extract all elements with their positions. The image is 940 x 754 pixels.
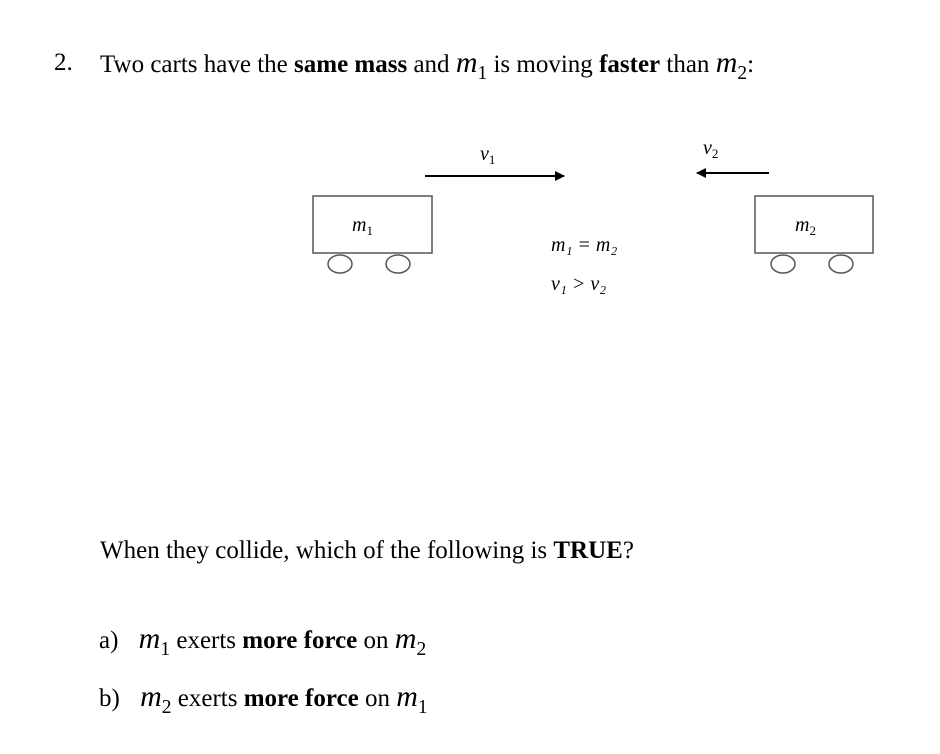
collision-diagram — [0, 0, 940, 340]
question-text-part: Two carts have the — [100, 51, 295, 78]
option-b[interactable] — [99, 682, 428, 723]
prompt-text-part: When they collide, which of the following is — [100, 537, 554, 564]
v2-label: $v_2$ — [703, 137, 719, 161]
cart-2-wheel-left — [771, 255, 795, 273]
v1-label: $v_1$ — [480, 143, 496, 167]
option-text-part: exerts — [171, 685, 244, 712]
option-a-subject: $m_1$ — [138, 622, 171, 660]
option-a[interactable] — [99, 624, 426, 665]
question-text-part: than — [660, 51, 716, 78]
cart-1-label: $m_1$ — [352, 214, 373, 238]
question-text-part: and — [407, 51, 456, 78]
cart-2 — [755, 196, 873, 273]
question-bold-faster: faster — [599, 51, 661, 78]
option-text-part: exerts — [170, 627, 243, 654]
cart-1-wheel-left — [328, 255, 352, 273]
option-text-part: on — [358, 685, 397, 712]
option-b-bold: more force — [243, 685, 359, 712]
cart-1-wheel-right — [386, 255, 410, 273]
prompt-bold-true: TRUE — [553, 537, 623, 564]
equation-velocity: v₁ > v₂ — [551, 273, 607, 295]
question-text-part: is moving — [487, 51, 600, 78]
cart-2-label: $m_2$ — [795, 214, 816, 238]
option-a-bold: more force — [242, 627, 358, 654]
cart-2-wheel-right — [829, 255, 853, 273]
option-letter: b) — [99, 685, 120, 712]
prompt-text-part: ? — [622, 537, 634, 564]
prompt-text — [100, 536, 634, 566]
option-letter: a) — [99, 627, 119, 654]
question-bold-same-mass: same mass — [294, 51, 408, 78]
question-m1: $m_1$ — [455, 46, 488, 84]
question-number: 2. — [54, 49, 73, 76]
equation-mass: m₁ = m₂ — [551, 234, 618, 256]
option-a-object: $m_2$ — [394, 622, 427, 660]
cart-1 — [313, 196, 432, 273]
question-m2: $m_2$ — [715, 46, 748, 84]
option-b-object: $m_1$ — [396, 680, 428, 718]
question-text-part: : — [747, 51, 755, 78]
option-b-subject: $m_2$ — [140, 680, 172, 718]
option-text-part: on — [357, 627, 395, 654]
